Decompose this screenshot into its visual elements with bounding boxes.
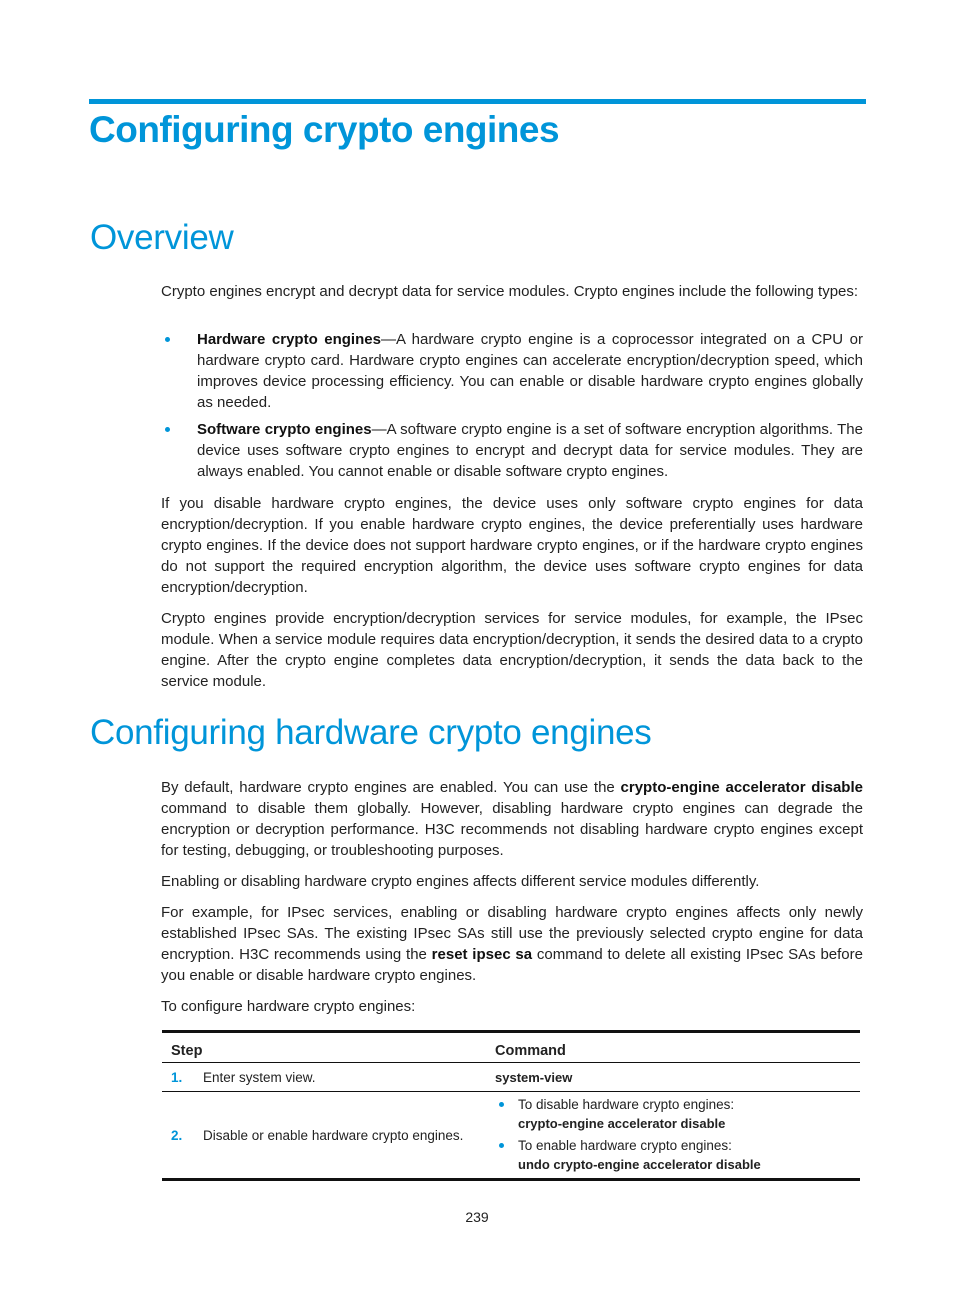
hardware-paragraph-2 [161,871,863,892]
overview-paragraph-3-text: Crypto engines provide encryption/decryption services for service modules, for example, the IPsec module. When a service module requires data encryption/decryption, it sends the desired data to a crypto engine. After the crypto engine completes data encryption/decryption, it sends the data back to the service module. [161,610,863,690]
command-text: system-view [495,1069,573,1085]
desc-hardware-engines: —A hardware crypto engine is a coprocessor integrated on a CPU or hardware crypto card. Hardware crypto engines can accelerate encryption/decryption speed, which improves device processing efficiency. You can enable or disable hardware crypto engines globally as needed. [197,331,863,411]
overview-paragraph-2 [161,493,863,598]
hardware-paragraph-2-text: Enabling or disabling hardware crypto engines affects different service modules differently. [161,873,760,890]
table-row [162,1063,860,1092]
section-heading-hardware: Configuring hardware crypto engines [90,713,652,752]
overview-intro [161,281,863,302]
overview-intro-text: Crypto engines encrypt and decrypt data for service modules. Crypto engines include the following types: [161,283,859,300]
option-label: To disable hardware crypto engines: [518,1097,735,1112]
step-description: Disable or enable hardware crypto engines. [203,1127,464,1143]
bullet-icon [499,1102,504,1107]
step-description: Enter system view. [203,1069,316,1085]
table-header-row [162,1032,860,1063]
configuration-steps-table [162,1030,860,1181]
term-hardware-engines: Hardware crypto engines [197,331,381,348]
hardware-paragraph-1-text [161,777,863,861]
hardware-paragraph-3 [161,902,863,986]
command-options-list [495,1095,851,1174]
command-accelerator-disable: crypto-engine accelerator disable [620,779,863,796]
list-item-software-engines [161,419,863,482]
crypto-engine-types-list [161,329,863,488]
step-number: 1. [171,1069,183,1085]
para1-text-a: By default, hardware crypto engines are enabled. You can use the [161,779,621,796]
header-step: Step [171,1043,203,1059]
command-option-disable [495,1095,851,1133]
header-command: Command [495,1043,566,1059]
list-item-hardware-engines [161,329,863,413]
page-number: 239 [465,1209,489,1225]
chapter-top-rule [89,99,866,104]
term-software-engines: Software crypto engines [197,421,372,438]
overview-paragraph-3 [161,608,863,692]
bullet-icon [165,337,170,342]
step-number: 2. [171,1127,183,1143]
bullet-icon [165,427,170,432]
command-text: undo crypto-engine accelerator disable [518,1157,761,1172]
command-reset-ipsec-sa: reset ipsec sa [431,946,533,963]
table-row [162,1092,860,1180]
step-cell [162,1063,486,1092]
para1-text-b: command to disable them globally. However, disabling hardware crypto engines can degrade the encryption or decryption performance. H3C recommends not disabling hardware crypto engines except for testing, debugging, or troubleshooting purposes. [161,800,863,859]
command-option-enable [495,1136,851,1174]
option-label: To enable hardware crypto engines: [518,1138,732,1153]
hardware-paragraph-1 [161,777,863,861]
para3-text-b: command to delete all existing IPsec SAs before you enable or disable hardware crypto engines. [161,946,863,984]
hardware-paragraph-4-text: To configure hardware crypto engines: [161,998,416,1015]
command-text: crypto-engine accelerator disable [518,1116,726,1131]
para3-text-a: For example, for IPsec services, enabling or disabling hardware crypto engines affects only newly established IPsec SAs. The existing IPsec SAs still use the previously selected crypto engine for data encryption. H3C recommends using the [161,904,863,963]
desc-software-engines: —A software crypto engine is a set of software encryption algorithms. The device uses software crypto engines to encrypt and decrypt data for service modules. They are always enabled. You cannot enable or disable software crypto engines. [197,421,863,480]
bullet-icon [499,1143,504,1148]
hardware-paragraph-3-text [161,902,863,986]
command-cell [486,1063,860,1092]
chapter-title: Configuring crypto engines [89,109,560,150]
hardware-paragraph-4 [161,996,863,1017]
section-heading-overview: Overview [90,218,234,257]
step-cell [162,1092,486,1180]
overview-paragraph-2-text: If you disable hardware crypto engines, the device uses only software crypto engines for data encryption/decryption. If you enable hardware crypto engines, the device preferentially uses hardware crypto engines. If the device does not support hardware crypto engines, or if the hardware crypto engines do not support the required encryption algorithm, the device uses software crypto engines for data encryption/decryption. [161,495,863,596]
command-cell [486,1092,860,1180]
